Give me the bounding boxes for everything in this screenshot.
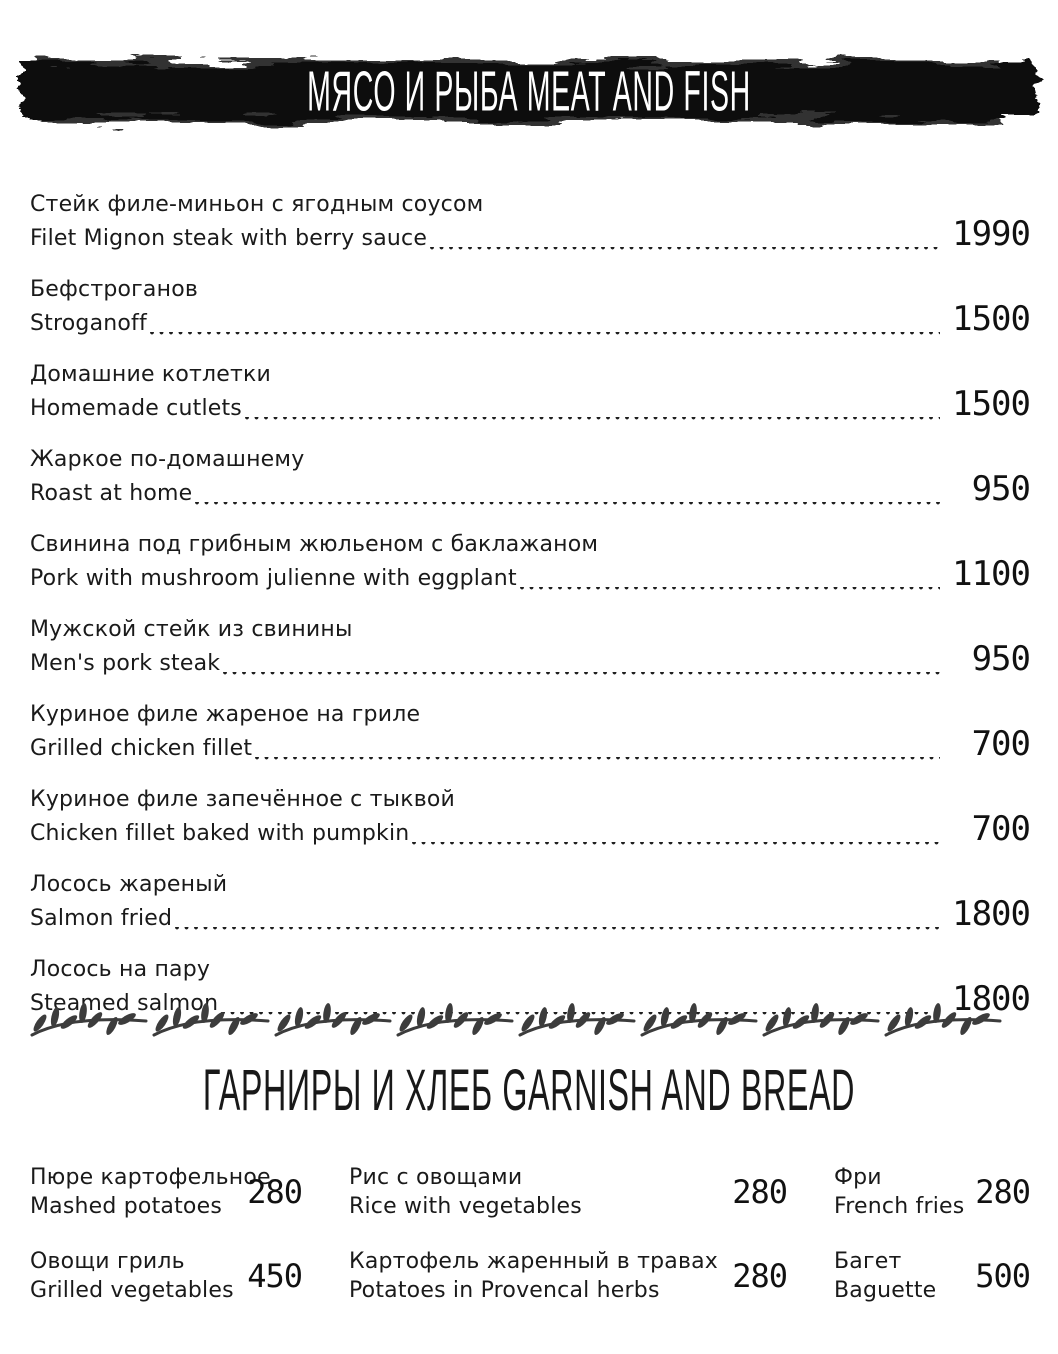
item-name-ru: Лосось на пару (30, 957, 211, 982)
dot-leader (149, 332, 940, 339)
item-price: 280 (975, 1173, 1030, 1211)
item-price: 280 (732, 1257, 787, 1295)
item-price: 700 (971, 809, 1030, 849)
item-name-en: Mashed potatoes (30, 1194, 222, 1219)
item-name-en: Grilled vegetables (30, 1278, 234, 1303)
leaf-divider-icon (28, 995, 1030, 1041)
garnish-item (30, 1163, 302, 1221)
item-price: 500 (975, 1257, 1030, 1295)
item-name-en: Salmon fried (30, 906, 173, 931)
meat-fish-banner (0, 50, 1058, 140)
garnish-item (349, 1247, 787, 1305)
dot-leader (254, 757, 940, 764)
garnish-header (0, 1058, 1058, 1124)
garnish-grid (30, 1163, 1030, 1305)
item-name-ru: Куриное филе жареное на гриле (30, 702, 421, 727)
section-title-meat-fish: МЯСО И РЫБА MEAT AND FISH (307, 59, 751, 123)
item-price: 950 (971, 469, 1030, 509)
dot-leader (519, 587, 940, 594)
section-title-garnish: ГАРНИРЫ И ХЛЕБ GARNISH AND BREAD (202, 1058, 856, 1124)
menu-item (30, 275, 1030, 339)
garnish-item (349, 1163, 787, 1221)
item-name-en: Roast at home (30, 481, 193, 506)
item-price: 280 (247, 1173, 302, 1211)
item-name-ru: Фри (834, 1165, 882, 1190)
menu-item (30, 360, 1030, 424)
meat-fish-list (30, 190, 1030, 1040)
menu-item (30, 785, 1030, 849)
dot-leader (174, 927, 940, 934)
dot-leader (222, 672, 940, 679)
item-name-ru: Рис с овощами (349, 1165, 523, 1190)
item-name-en: Stroganoff (30, 311, 147, 336)
dot-leader (429, 247, 940, 254)
item-name-ru: Пюре картофельное (30, 1165, 271, 1190)
menu-item (30, 530, 1030, 594)
item-name-ru: Куриное филе запечённое с тыквой (30, 787, 456, 812)
item-price: 1800 (952, 979, 1030, 1019)
item-name-ru: Свинина под грибным жюльеном с баклажаном (30, 532, 599, 557)
dot-leader (411, 842, 940, 849)
menu-item (30, 615, 1030, 679)
item-name-en: Chicken fillet baked with pumpkin (30, 821, 410, 846)
item-name-en: Men's pork steak (30, 651, 221, 676)
dot-leader (194, 502, 940, 509)
menu-item (30, 445, 1030, 509)
item-name-ru: Стейк филе-миньон с ягодным соусом (30, 192, 484, 217)
item-price: 1500 (952, 299, 1030, 339)
item-price: 280 (732, 1173, 787, 1211)
item-price: 950 (971, 639, 1030, 679)
item-name-ru: Жаркое по-домашнему (30, 447, 305, 472)
item-name-ru: Картофель жаренный в травах (349, 1249, 719, 1274)
item-price: 1500 (952, 384, 1030, 424)
item-price: 1990 (952, 214, 1030, 254)
garnish-item (834, 1247, 1030, 1305)
item-name-en: Pork with mushroom julienne with eggplant (30, 566, 517, 591)
item-name-ru: Багет (834, 1249, 902, 1274)
menu-item (30, 700, 1030, 764)
item-name-ru: Домашние котлетки (30, 362, 272, 387)
item-price: 1800 (952, 894, 1030, 934)
garnish-item (30, 1247, 302, 1305)
item-name-en: Grilled chicken fillet (30, 736, 253, 761)
item-name-ru: Мужской стейк из свинины (30, 617, 353, 642)
dot-leader (244, 417, 940, 424)
garnish-item (834, 1163, 1030, 1221)
menu-item (30, 190, 1030, 254)
item-name-en: Homemade cutlets (30, 396, 242, 421)
item-name-en: Steamed salmon (30, 991, 219, 1016)
item-name-en: French fries (834, 1194, 965, 1219)
item-name-en: Potatoes in Provencal herbs (349, 1278, 660, 1303)
item-name-ru: Бефстроганов (30, 277, 199, 302)
item-name-ru: Овощи гриль (30, 1249, 185, 1274)
item-name-en: Rice with vegetables (349, 1194, 582, 1219)
item-price: 450 (247, 1257, 302, 1295)
item-name-en: Baguette (834, 1278, 937, 1303)
menu-item (30, 870, 1030, 934)
item-price: 700 (971, 724, 1030, 764)
item-name-en: Filet Mignon steak with berry sauce (30, 226, 428, 251)
item-name-ru: Лосось жареный (30, 872, 228, 897)
item-price: 1100 (952, 554, 1030, 594)
